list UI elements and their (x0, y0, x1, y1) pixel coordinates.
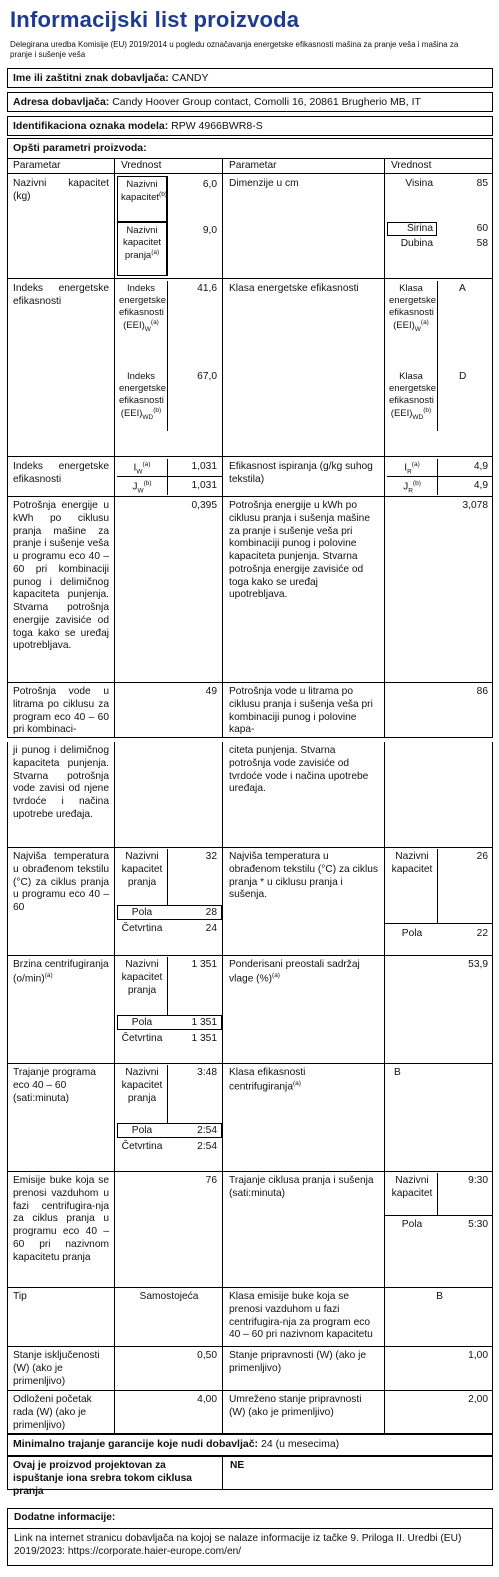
duration-left: Trajanje programa eco 40 – 60 (sati:minuta) (13, 1067, 96, 1104)
temp-rpola: Pola (401, 928, 423, 939)
width-label: Širina (406, 223, 433, 234)
duration-cetvrtina: Četvrtina (121, 1141, 163, 1152)
depth-value: 58 (476, 238, 488, 249)
temp-cetvrtina: Četvrtina (121, 923, 163, 934)
eclass-sub1: Klasa energetske efikasnosti $(EEI)_W^{(a)}$ (389, 283, 437, 333)
supplier-value: CANDY (171, 72, 209, 84)
networked-value: 2,00 (468, 1394, 488, 1405)
capacity-sub1: Nazivni kapacitet$^{(b)}$ (121, 179, 167, 204)
delay-label: Odloženi početak rada (W) (ako je primenljivo) (13, 1394, 92, 1431)
model-value: RPW 4966BWR8-S (171, 120, 263, 132)
spin-left: Brzina centrifugiranja $(o/\min)^{(a)}$ (13, 959, 109, 985)
standby-label: Stanje pripravnosti (W) (ako je primenljivo) (229, 1350, 367, 1374)
standby-value: 1,00 (468, 1350, 488, 1361)
eei-label: Indeks energetske efikasnosti (13, 283, 109, 307)
temp-left: Najviša temperatura u obrađenom tekstilu (°C) za ciklus pranja u programu eco 40 – 60 (13, 851, 109, 913)
eei-v2: 67,0 (197, 371, 217, 382)
col-value: Vrednost (121, 160, 162, 171)
noise-rpola: Pola (401, 1219, 423, 1230)
ir-value: 4,9 (473, 461, 488, 472)
col-value-2: Vrednost (391, 160, 432, 171)
duration-pola-value: 2:54 (197, 1125, 217, 1136)
temp-nk-value: 32 (205, 851, 217, 862)
col-param: Parametar (13, 160, 61, 171)
page-title: Informacijski list proizvoda (10, 7, 300, 32)
spin-nk-value: 1 351 (191, 959, 217, 970)
water-right-2: citeta punjenja. Stvarna potrošnja vode zavisiće od tvrdoće vode i načina upotrebe uređaja. (229, 745, 369, 795)
general-row (7, 138, 493, 158)
duration-nk: Nazivni kapacitet pranja (121, 1067, 163, 1104)
capacity-v2: 9,0 (202, 225, 217, 236)
washing-label: Indeks energetske efikasnosti (13, 461, 109, 485)
capacity-label: Nazivni kapacitet (kg) (13, 178, 109, 202)
duration-right-value: B (394, 1067, 401, 1078)
type-value: Samostojeća (139, 1291, 199, 1302)
networked-label: Umreženo stanje pripravnosti (W) (ako je primenljivo) (229, 1394, 362, 1418)
type-right-value: B (436, 1291, 443, 1302)
duration-pola: Pola (131, 1125, 153, 1136)
eclass-sub2: Klasa energetske efikasnosti $(EEI)_{WD}^{(b)}$ (389, 371, 437, 421)
dimensions-label: Dimenzije u cm (229, 178, 299, 189)
page-subtitle: Delegirana uredba Komisije (EU) 2019/2014 u pogledu označavanja energetske efikasnosti mašina za pranje veša i mašina za pranje i sušenje veša (10, 40, 459, 60)
silver-value: NE (230, 1460, 245, 1471)
jw-value: 1,031 (191, 480, 217, 491)
spin-pola: Pola (131, 1017, 153, 1028)
depth-label: Dubina (400, 238, 433, 249)
rinse-label: Efikasnost ispiranja (g/kg suhog tekstila) (229, 461, 373, 485)
spin-cetvrtina-value: 1 351 (191, 1033, 217, 1044)
eei-sub1: Indeks energetske efikasnosti $(EEI)_W^{(a)}$ (119, 283, 167, 333)
water-right-1: Potrošnja vode u litrama po ciklusu pranja i sušenja veša pri kombinaciji punog i polovine kapa- (229, 686, 373, 736)
type-label: Tip (13, 1291, 27, 1302)
eclass-label: Klasa energetske efikasnosti (229, 283, 359, 294)
address-row (7, 92, 493, 112)
spin-pola-value: 1 351 (191, 1017, 217, 1028)
address-value: Candy Hoover Group contact, Comolli 16, 20861 Brugherio MB, IT (112, 96, 421, 108)
model-label: Identifikaciona oznaka modela: (13, 120, 169, 132)
delay-value: 4,00 (197, 1394, 217, 1405)
capacity-v1: 6,0 (202, 179, 217, 190)
noise-left-value: 76 (205, 1175, 217, 1186)
additional-label: Dodatne informacije: (14, 1512, 116, 1523)
warranty-label: Minimalno trajanje garancije koje nudi dobavljač: (13, 1438, 259, 1450)
spin-right-value: 53,9 (468, 959, 488, 970)
noise-right: Trajanje ciklusa pranja i sušenja (sati:minuta) (229, 1175, 374, 1199)
offmode-value: 0,50 (197, 1350, 217, 1361)
noise-rnk-value: 9:30 (468, 1175, 488, 1186)
temp-rpola-value: 22 (476, 928, 488, 939)
noise-rpola-value: 5:30 (468, 1219, 488, 1230)
energy-left: Potrošnja energije u kWh po ciklusu pranja mašine za pranje i sušenje veša u programu eco 40 – 60 pri kombinaciji punog i delimičnog kapaciteta punjenja. Stvarna potrošnja energije zavisiće od toga kako se uređaj upotrebljava. (13, 500, 109, 652)
warranty-row (7, 1434, 493, 1456)
jr-label: $J_R^{(b)}$ (403, 480, 421, 495)
warranty-value: 24 (u mesecima) (260, 1438, 340, 1450)
eei-sub2: Indeks energetske efikasnosti $(EEI)_{WD}^{(b)}$ (119, 371, 167, 421)
col-param-2: Parametar (229, 160, 277, 171)
height-value: 85 (476, 178, 488, 189)
ir-label: $I_R^{(a)}$ (404, 461, 420, 476)
temp-rnk: Nazivni kapacitet (391, 851, 433, 875)
address-label: Adresa dobavljača: (13, 96, 110, 108)
energy-right: Potrošnja energije u kWh po ciklusu pranja i sušenja mašine za pranje i sušenje veša pri kombinaciji punog i polovine kapaciteta punjenja. Stvarna potrošnja energije zavisiće od toga kako se uređaj upotrebljava. (229, 500, 370, 601)
general-label: Opšti parametri proizvoda: (13, 142, 147, 154)
offmode-label: Stanje isključenosti (W) (ako je primenljivo) (13, 1350, 100, 1387)
water-left-2: ji punog i delimičnog kapaciteta punjenja. Stvarna potrošnja vode zavisi od njene tvrdoće i načina upotrebe uređaja. (13, 745, 109, 820)
eei-v1: 41,6 (197, 283, 217, 294)
noise-rnk: Nazivni kapacitet (391, 1175, 433, 1199)
water-right-value: 86 (476, 686, 488, 697)
spin-nk: Nazivni kapacitet pranja (121, 959, 163, 996)
jr-value: 4,9 (473, 480, 488, 491)
spin-right: Ponderisani preostali sadržaj vlage (%)$^{(a)}$ (229, 959, 360, 985)
water-left-1: Potrošnja vode u litrama po ciklusu za program eco 40 – 60 pri kombinaci- (13, 686, 109, 736)
model-row (7, 116, 493, 136)
supplier-label: Ime ili zaštitni znak dobavljača: (13, 72, 169, 84)
temp-pola: Pola (131, 907, 153, 918)
temp-rnk-value: 26 (476, 851, 488, 862)
type-right: Klasa emisije buke koja se prenosi vazduhom u fazi centrifugira-nja za program eco 40 – 60 pri nazivnom kapacitetu (229, 1291, 373, 1341)
temp-pola-value: 28 (205, 907, 217, 918)
temp-cetvrtina-value: 24 (205, 923, 217, 934)
duration-nk-value: 3:48 (197, 1067, 217, 1078)
jw-label: $J_W^{(b)}$ (132, 480, 152, 495)
capacity-sub2: Nazivni kapacitet pranja$^{(a)}$ (122, 225, 162, 261)
eclass-v1: A (459, 283, 466, 294)
height-label: Visina (405, 178, 433, 189)
iw-value: 1,031 (191, 461, 217, 472)
energy-left-value: 0,395 (191, 500, 217, 511)
noise-left: Emisije buke koja se prenosi vazduhom u fazi centrifugira-nja za ciklus pranja u programu eco 40 – 60 pri nazivnom kapacitetu pranja (13, 1175, 109, 1263)
duration-cetvrtina-value: 2:54 (197, 1141, 217, 1152)
eclass-v2: D (459, 371, 467, 382)
energy-right-value: 3,078 (462, 500, 488, 511)
additional-text: Link na internet stranicu dobavljača na kojoj se nalaze informacije iz tačke 9. Priloga II. Uredbi (EU) 2019/2023: https://corporate.haier-europe.com/en/ (14, 1533, 462, 1557)
silver-label: Ovaj je proizvod projektovan za ispuštanje iona srebra tokom ciklusa pranja (13, 1460, 192, 1497)
temp-nk: Nazivni kapacitet pranja (121, 851, 163, 888)
temp-right: Najviša temperatura u obrađenom tekstilu (°C) za ciklus pranja * u ciklusu pranja i sušenja. (229, 851, 379, 901)
width-value: 60 (476, 223, 488, 234)
supplier-row (7, 68, 493, 88)
duration-right: Klasa efikasnosti centrifugiranja$^{(a)}$ (229, 1067, 306, 1093)
water-left-value: 49 (205, 686, 217, 697)
spin-cetvrtina: Četvrtina (121, 1033, 163, 1044)
iw-label: $I_W^{(a)}$ (133, 461, 151, 476)
